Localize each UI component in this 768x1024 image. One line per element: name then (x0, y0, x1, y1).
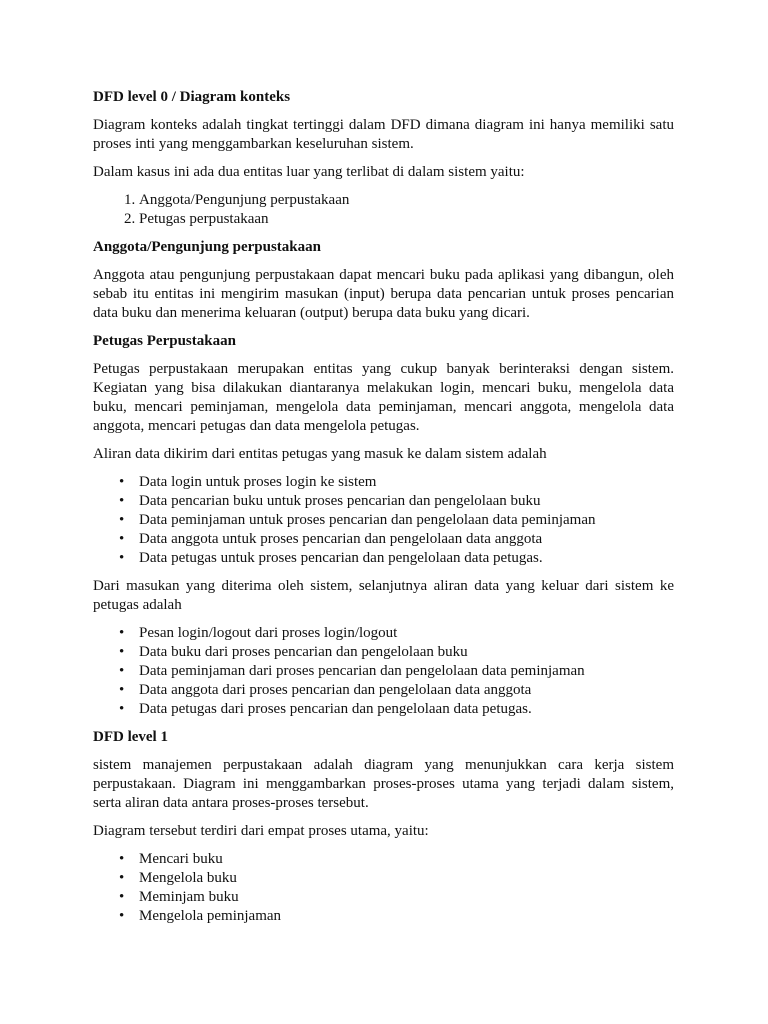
list-item (116, 869, 674, 888)
list-item-text: Mengelola buku (139, 870, 237, 886)
list-item: 1. Anggota/Pengunjung perpustakaan (139, 191, 674, 210)
list-item (116, 662, 674, 681)
list-item-text: Meminjam buku (139, 889, 239, 905)
list-item-text: Mengelola peminjaman (139, 908, 282, 924)
list-item (116, 492, 674, 511)
bullet-icon: • (119, 493, 125, 509)
list-item-text: Data login untuk proses login ke sistem (139, 474, 377, 490)
bullet-icon: • (119, 663, 125, 679)
paragraph: Diagram tersebut terdiri dari empat proses utama, yaitu: (93, 823, 429, 839)
bullet-icon: • (119, 644, 125, 660)
paragraph: Dari masukan yang diterima oleh sistem, selanjutnya aliran data yang keluar dari sistem ke petugas adalah (93, 578, 674, 613)
list-item (116, 700, 674, 719)
document-body (93, 88, 674, 935)
list-item (116, 624, 674, 643)
bullet-icon: • (119, 512, 125, 528)
list-item (116, 888, 674, 907)
list-item-text: Data peminjaman untuk proses pencarian dan pengelolaan data peminjaman (139, 512, 596, 528)
bullet-icon: • (119, 682, 125, 698)
list-item: 2. Petugas perpustakaan (139, 210, 674, 229)
paragraph: Anggota atau pengunjung perpustakaan dapat mencari buku pada aplikasi yang dibangun, oleh sebab itu entitas ini mengirim masukan (input) berupa data pencarian untuk proses pencarian data buku dan menerima keluaran (output) berupa data buku yang dicari. (93, 267, 674, 321)
bullet-icon: • (119, 851, 125, 867)
list-item-text: Data anggota dari proses pencarian dan pengelolaan data anggota (139, 682, 532, 698)
bullet-icon: • (119, 701, 125, 717)
bullet-icon: • (119, 625, 125, 641)
bullet-icon: • (119, 531, 125, 547)
paragraph: Aliran data dikirim dari entitas petugas yang masuk ke dalam sistem adalah (93, 446, 547, 462)
list-item (116, 473, 674, 492)
list-item-text: Data anggota untuk proses pencarian dan pengelolaan data anggota (139, 531, 543, 547)
list-item (116, 681, 674, 700)
list-item-text: Data petugas untuk proses pencarian dan pengelolaan data petugas. (139, 550, 543, 566)
bullet-list-input-flows (93, 473, 674, 568)
bullet-icon: • (119, 550, 125, 566)
heading-petugas: Petugas Perpustakaan (93, 333, 236, 349)
list-item (116, 643, 674, 662)
list-item-text: Pesan login/logout dari proses login/logout (139, 625, 398, 641)
bullet-icon: • (119, 889, 125, 905)
list-item (116, 511, 674, 530)
bullet-list-output-flows (93, 624, 674, 719)
list-item-text: Data buku dari proses pencarian dan pengelolaan buku (139, 644, 468, 660)
paragraph: Petugas perpustakaan merupakan entitas yang cukup banyak berinteraksi dengan sistem. Kegiatan yang bisa dilakukan diantaranya melakukan login, mencari buku, mengelola data buku, mencari peminjaman, mengelola data peminjaman, mencari anggota, mengelola data anggota, mencari petugas dan data mengelola petugas. (93, 361, 674, 434)
paragraph: Diagram konteks adalah tingkat tertinggi dalam DFD dimana diagram ini hanya memiliki satu proses inti yang menggambarkan keseluruhan sistem. (93, 117, 674, 152)
paragraph: sistem manajemen perpustakaan adalah diagram yang menunjukkan cara kerja sistem perpustakaan. Diagram ini menggambarkan proses-proses utama yang terjadi dalam sistem, serta aliran data antara proses-proses tersebut. (93, 757, 674, 811)
bullet-icon: • (119, 474, 125, 490)
heading-dfd-level-0: DFD level 0 / Diagram konteks (93, 89, 291, 105)
list-item-text: Data pencarian buku untuk proses pencarian dan pengelolaan buku (139, 493, 541, 509)
bullet-icon: • (119, 870, 125, 886)
heading-dfd-level-1: DFD level 1 (93, 729, 168, 745)
paragraph: Dalam kasus ini ada dua entitas luar yang terlibat di dalam sistem yaitu: (93, 164, 525, 180)
numbered-list-entities (93, 191, 674, 229)
list-item (116, 530, 674, 549)
list-item-text: Mencari buku (139, 851, 223, 867)
heading-anggota: Anggota/Pengunjung perpustakaan (93, 239, 321, 255)
list-item (116, 850, 674, 869)
list-item-text: Data peminjaman dari proses pencarian dan pengelolaan data peminjaman (139, 663, 585, 679)
list-item-text: Data petugas dari proses pencarian dan pengelolaan data petugas. (139, 701, 532, 717)
list-item (116, 907, 674, 926)
bullet-icon: • (119, 908, 125, 924)
list-item (116, 549, 674, 568)
bullet-list-main-processes (93, 850, 674, 926)
